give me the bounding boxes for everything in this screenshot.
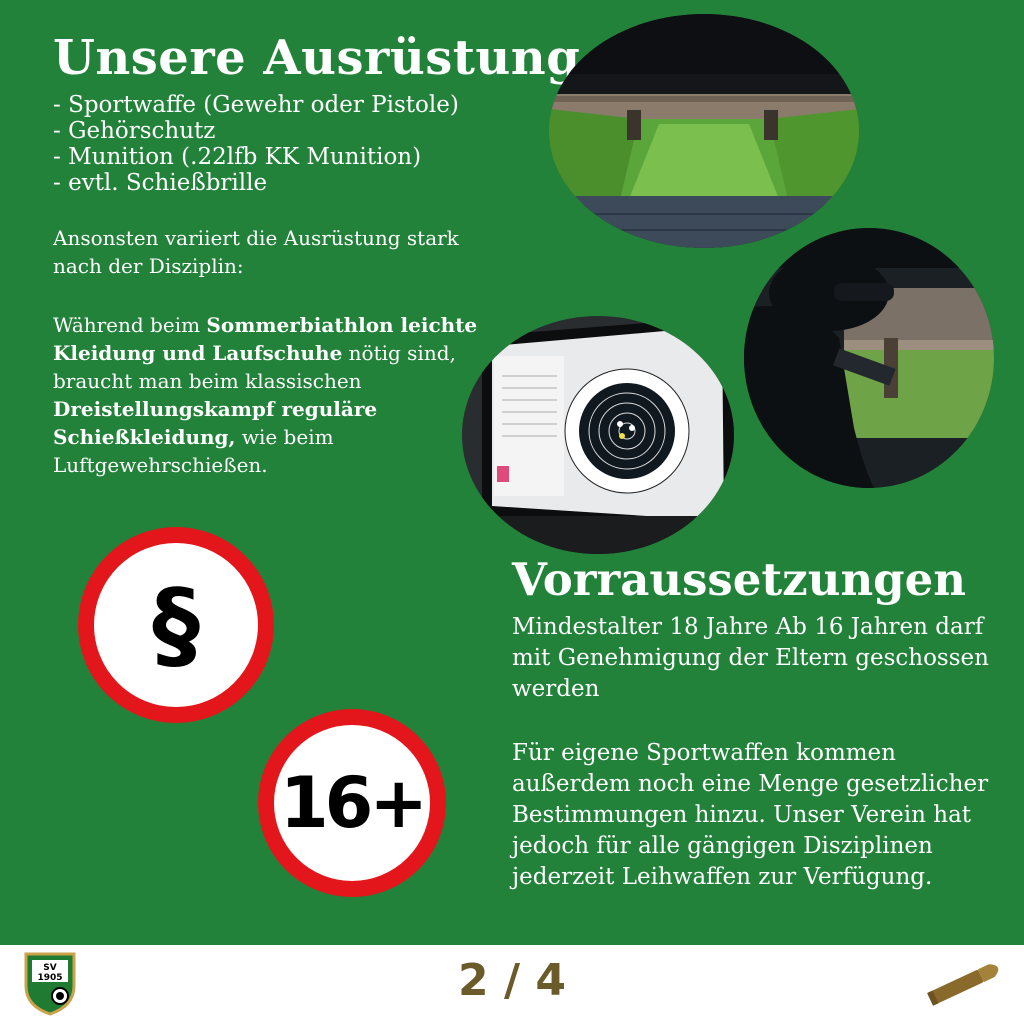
- list-item: - evtl. Schießbrille: [53, 170, 268, 196]
- page-indicator: 2 / 4: [458, 955, 566, 1006]
- shooting-range-photo: [549, 14, 859, 248]
- paragraph-sign: §: [78, 527, 274, 723]
- list-item: - Sportwaffe (Gewehr oder Pistole): [53, 92, 459, 118]
- detail-text: Während beim: [53, 313, 207, 337]
- equipment-intro: Ansonsten variiert die Ausrüstung stark nach der Disziplin:: [53, 226, 459, 278]
- svg-text:SV: SV: [43, 963, 57, 973]
- target-monitor-photo: [462, 316, 734, 554]
- detail-bold: Sommerbiathlon leichte Kleidung und Laufschuhe: [53, 313, 478, 365]
- equipment-detail: [53, 311, 513, 479]
- equipment-title: Unsere Ausrüstung: [53, 30, 581, 86]
- svg-text:1905: 1905: [37, 973, 63, 983]
- shooter-photo: [744, 228, 994, 488]
- detail-text: wie beim Luftgewehrschießen.: [53, 425, 334, 477]
- age-sign: 16+: [258, 709, 446, 897]
- equipment-list: [53, 92, 459, 196]
- requirements-age: Mindestalter 18 Jahre Ab 16 Jahren darf mit Genehmigung der Eltern geschossen werden: [512, 614, 989, 702]
- detail-bold: Dreistellungskampf reguläre Schießkleidung,: [53, 397, 378, 449]
- detail-text: nötig sind, braucht man beim klassischen: [53, 341, 456, 393]
- requirements-weapons: Für eigene Sportwaffen kommen außerdem noch eine Menge gesetzlicher Bestimmungen hinzu. Unser Verein hat jedoch für alle gängigen Disziplinen jederzeit Leihwaffen zur Verfügung.: [512, 740, 989, 890]
- list-item: - Munition (.22lfb KK Munition): [53, 144, 422, 170]
- list-item: - Gehörschutz: [53, 118, 216, 144]
- bullet-icon: [920, 952, 1010, 1012]
- requirements-title: Vorraussetzungen: [512, 553, 966, 606]
